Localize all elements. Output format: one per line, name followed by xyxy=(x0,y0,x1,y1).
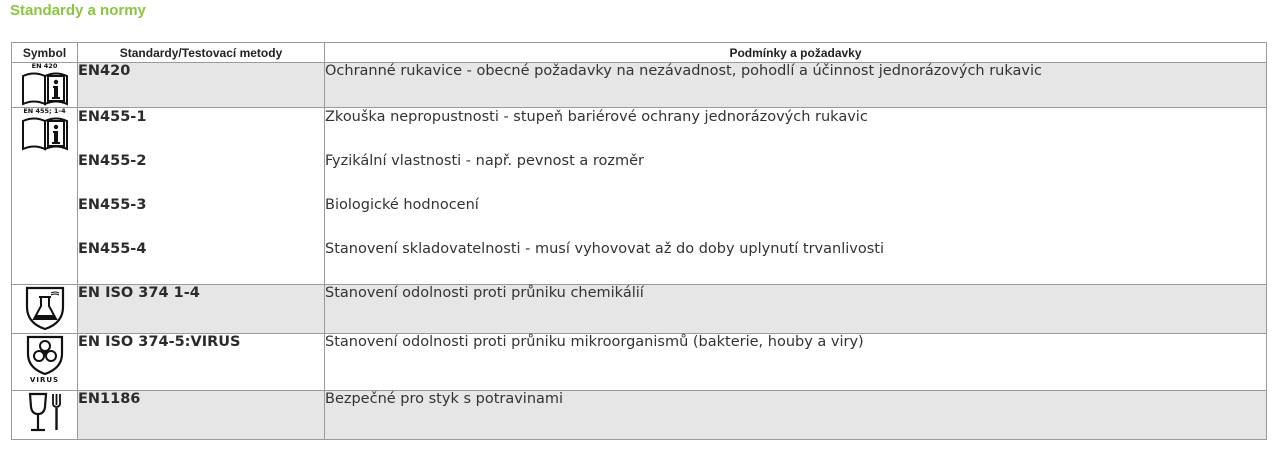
book-info-icon xyxy=(20,115,70,151)
standard-description: Ochranné rukavice - obecné požadavky na nezávadnost, pohodlí a účinnost jednorázových rukavic xyxy=(325,63,1042,79)
standards-table xyxy=(11,42,1267,440)
description-cell xyxy=(325,391,1267,440)
table-row xyxy=(12,391,1267,440)
header-conditions: Podmínky a požadavky xyxy=(325,43,1267,63)
standard-description: Stanovení odolnosti proti průniku chemikálií xyxy=(325,285,644,301)
description-cell xyxy=(325,334,1267,391)
biohazard-shield-icon xyxy=(25,334,65,376)
standard-code-cell xyxy=(78,108,325,285)
glass-fork-food-safe-icon xyxy=(25,391,65,433)
standard-code: EN455-4 xyxy=(78,241,147,257)
symbol-cell xyxy=(12,108,78,285)
standard-description: Zkouška nepropustnosti - stupeň bariérové ochrany jednorázových rukavic xyxy=(325,109,868,125)
description-cell xyxy=(325,63,1267,108)
header-standard: Standardy/Testovací metody xyxy=(78,43,325,63)
symbol-cell xyxy=(12,334,78,391)
symbol-cell xyxy=(12,285,78,334)
standard-description: Stanovení skladovatelnosti - musí vyhovovat až do doby uplynutí trvanlivosti xyxy=(325,241,884,257)
book-info-icon xyxy=(20,70,70,106)
table-row xyxy=(12,334,1267,391)
description-cell xyxy=(325,285,1267,334)
chemical-flask-shield-icon xyxy=(24,285,66,331)
standard-code: EN ISO 374-5:VIRUS xyxy=(78,334,241,350)
standard-code: EN ISO 374 1-4 xyxy=(78,285,200,301)
standard-description: Bezpečné pro styk s potravinami xyxy=(325,391,564,407)
description-cell xyxy=(325,108,1267,285)
table-row xyxy=(12,63,1267,108)
symbol-cell xyxy=(12,63,78,108)
table-row xyxy=(12,285,1267,334)
symbol-cell xyxy=(12,391,78,440)
standard-code-cell xyxy=(78,391,325,440)
standard-code-cell xyxy=(78,285,325,334)
standard-code: EN1186 xyxy=(78,391,141,407)
table-row xyxy=(12,108,1267,285)
section-title: Standardy a normy xyxy=(10,2,146,19)
standard-code: EN455-3 xyxy=(78,197,147,213)
standard-code: EN420 xyxy=(78,63,131,79)
icon-caption: EN 420 xyxy=(31,62,58,70)
table-header-row xyxy=(12,43,1267,63)
standard-description: Stanovení odolnosti proti průniku mikroorganismů (bakterie, houby a viry) xyxy=(325,334,864,350)
standard-code-cell xyxy=(78,63,325,108)
standard-code-cell xyxy=(78,334,325,391)
standard-code: EN455-1 xyxy=(78,109,147,125)
standard-code: EN455-2 xyxy=(78,153,147,169)
standard-description: Fyzikální vlastnosti - např. pevnost a rozměr xyxy=(325,153,644,169)
header-symbol: Symbol xyxy=(12,43,78,63)
icon-subcaption: VIRUS xyxy=(29,376,60,384)
standard-description: Biologické hodnocení xyxy=(325,197,479,213)
icon-caption: EN 455; 1-4 xyxy=(23,107,66,115)
